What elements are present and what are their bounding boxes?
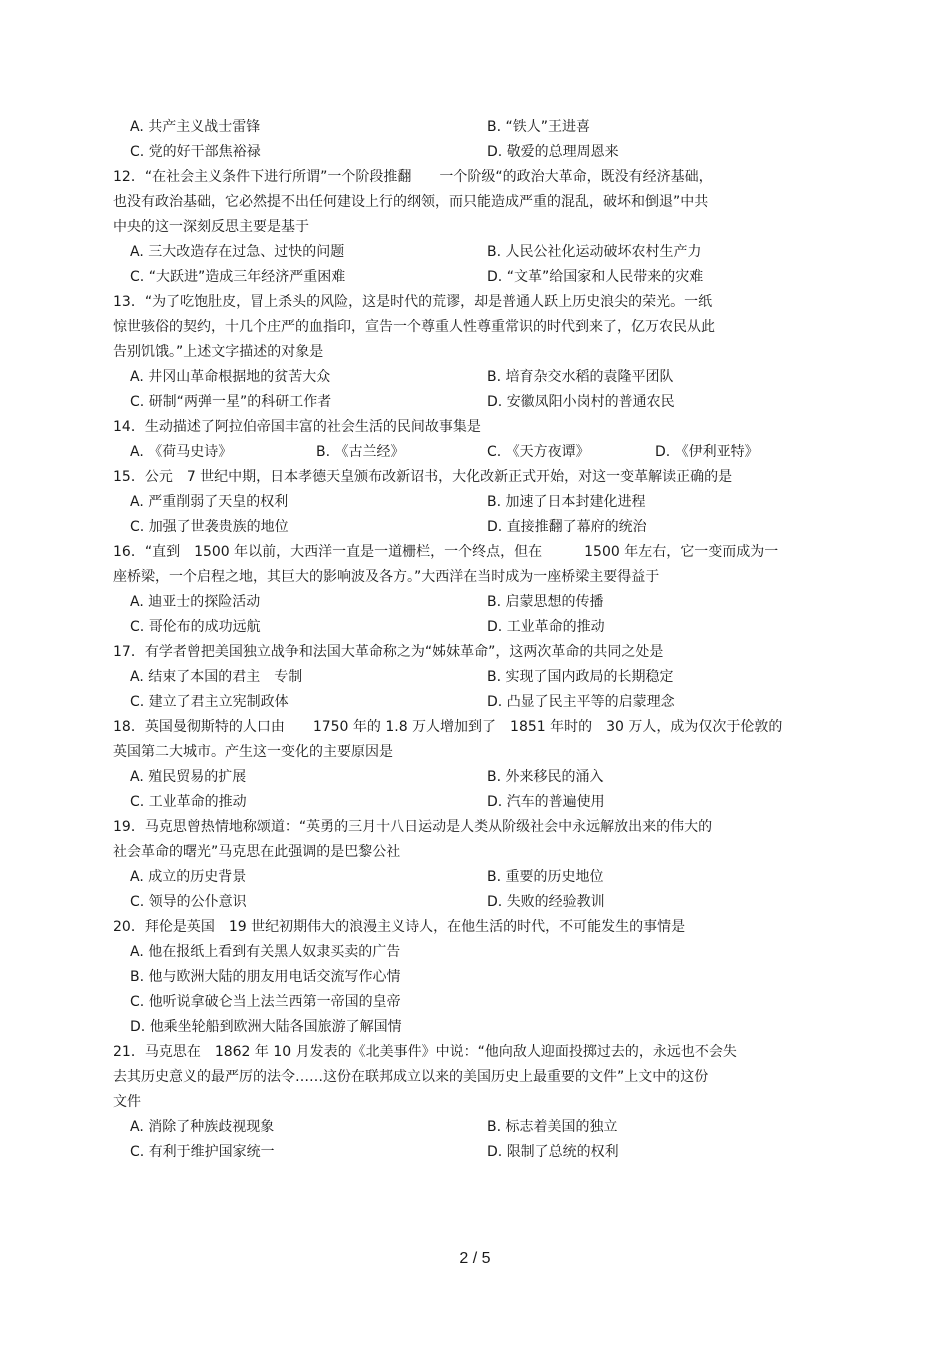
option-text: B. “铁人”王进喜 (487, 119, 591, 135)
option-text: B. 标志着美国的独立 (487, 1119, 618, 1135)
option-text: C. 工业革命的推动 (130, 794, 247, 810)
option-text: D. “文革”给国家和人民带来的灾难 (487, 269, 704, 285)
question-stem: 18．英国曼彻斯特的人口由 1750 年的 1.8 万人增加到了 1851 年时的 30 万人，成为仅次于伦敦的 (113, 719, 783, 735)
question-stem: 中央的这一深刻反思主要是基于 (113, 219, 309, 235)
option-text: C. 他听说拿破仑当上法兰西第一帝国的皇帝 (130, 994, 401, 1010)
question-stem: 英国第二大城市。产生这一变化的主要原因是 (113, 744, 393, 760)
option-text: A. 三大改造存在过急、过快的问题 (130, 244, 345, 260)
question-stem: 惊世骇俗的契约，十几个庄严的血指印，宣告一个尊重人性尊重常识的时代到来了，亿万农民从此 (113, 319, 715, 335)
question-stem: 20．拜伦是英国 19 世纪初期伟大的浪漫主义诗人，在他生活的时代，不可能发生的事情是 (113, 919, 686, 935)
option-text: D. 工业革命的推动 (487, 619, 605, 635)
question-stem: 17．有学者曾把美国独立战争和法国大革命称之为“姊妹革命”，这两次革命的共同之处是 (113, 644, 664, 660)
question-stem: 13．“为了吃饱肚皮，冒上杀头的风险，这是时代的荒谬，却是普通人跃上历史浪尖的荣光。一纸 (113, 294, 713, 310)
page-number: 2 / 5 (459, 1250, 491, 1267)
option-text: C. 党的好干部焦裕禄 (130, 144, 261, 160)
option-text: B. 实现了国内政局的长期稳定 (487, 669, 674, 685)
option-text: C. 加强了世袭贵族的地位 (130, 519, 289, 535)
question-stem: 16．“直到 1500 年以前，大西洋一直是一道栅栏，一个终点，但在 1500 年左右，它一变而成为一 (113, 544, 779, 560)
question-stem: 社会革命的曙光”马克思在此强调的是巴黎公社 (113, 844, 401, 860)
option-text: A. 结束了本国的君主 专制 (130, 669, 303, 685)
question-stem: 19．马克思曾热情地称颂道：“英勇的三月十八日运动是人类从阶级社会中永远解放出来的伟大的 (113, 819, 713, 835)
option-text: D. 安徽凤阳小岗村的普通农民 (487, 394, 675, 410)
option-text: A. 共产主义战士雷锋 (130, 119, 261, 135)
option-text: C. 哥伦布的成功远航 (130, 619, 261, 635)
option-text: B. 重要的历史地位 (487, 869, 604, 885)
option-text: D. 敬爱的总理周恩来 (487, 144, 619, 160)
option-text: D. 直接推翻了幕府的统治 (487, 519, 647, 535)
option-text: C. “大跃进”造成三年经济严重困难 (130, 269, 346, 285)
question-stem: 去其历史意义的最严厉的法令……这份在联邦成立以来的美国历史上最重要的文件”上文中的这份 (113, 1069, 709, 1085)
question-stem: 告别饥饿。”上述文字描述的对象是 (113, 344, 324, 360)
option-text: A. 殖民贸易的扩展 (130, 769, 247, 785)
question-stem: 座桥梁，一个启程之地，其巨大的影响波及各方。”大西洋在当时成为一座桥梁主要得益于 (113, 569, 660, 585)
option-text: A. 迪亚士的探险活动 (130, 594, 261, 610)
option-text: C. 有利于维护国家统一 (130, 1144, 275, 1160)
option-text: B. 加速了日本封建化进程 (487, 494, 646, 510)
option-text: D. 失败的经验教训 (487, 894, 605, 910)
option-text: A. 成立的历史背景 (130, 869, 247, 885)
option-text: C. 《天方夜谭》 (487, 444, 590, 460)
option-text: B. 《古兰经》 (316, 444, 405, 460)
option-text: A. 《荷马史诗》 (130, 444, 233, 460)
option-text: B. 人民公社化运动破坏农村生产力 (487, 244, 702, 260)
option-text: C. 建立了君主立宪制政体 (130, 694, 289, 710)
option-text: B. 外来移民的涌入 (487, 769, 604, 785)
option-text: A. 他在报纸上看到有关黑人奴隶买卖的广告 (130, 944, 401, 960)
option-text: C. 研制“两弹一星”的科研工作者 (130, 394, 332, 410)
option-text: D. 《伊利亚特》 (655, 444, 759, 460)
question-stem: 21．马克思在 1862 年 10 月发表的《北美事件》中说：“他向敌人迎面投掷过去的，永远也不会失 (113, 1044, 737, 1060)
option-text: D. 汽车的普遍使用 (487, 794, 605, 810)
option-text: A. 消除了种族歧视现象 (130, 1119, 275, 1135)
question-stem: 文件 (113, 1094, 141, 1110)
option-text: B. 培育杂交水稻的袁隆平团队 (487, 369, 674, 385)
option-text: A. 井冈山革命根据地的贫苦大众 (130, 369, 331, 385)
question-stem: 12．“在社会主义条件下进行所谓”一个阶段推翻 一个阶级“的政治大革命，既没有经济基础， (113, 169, 713, 185)
option-text: D. 限制了总统的权利 (487, 1144, 619, 1160)
option-text: D. 凸显了民主平等的启蒙理念 (487, 694, 675, 710)
option-text: D. 他乘坐轮船到欧洲大陆各国旅游了解国情 (130, 1019, 402, 1035)
option-text: B. 启蒙思想的传播 (487, 594, 604, 610)
option-text: B. 他与欧洲大陆的朋友用电话交流写作心情 (130, 969, 401, 985)
option-text: A. 严重削弱了天皇的权利 (130, 494, 289, 510)
option-text: C. 领导的公仆意识 (130, 894, 247, 910)
question-stem: 15．公元 7 世纪中期，日本孝德天皇颁布改新诏书，大化改新正式开始，对这一变革解读正确的是 (113, 469, 733, 485)
question-stem: 也没有政治基础，它必然提不出任何建设上行的纲领，而只能造成严重的混乱，破坏和倒退”中共 (113, 194, 709, 210)
question-stem: 14．生动描述了阿拉伯帝国丰富的社会生活的民间故事集是 (113, 419, 481, 435)
